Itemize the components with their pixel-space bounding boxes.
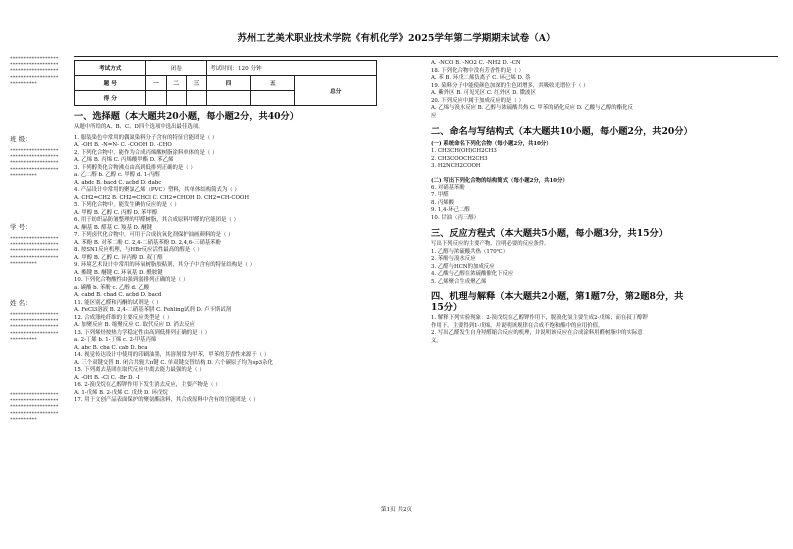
question-line: 7. 下列卤代化合物中，可用于合成抗氧化剂保护油画颜料的是（ ） bbox=[74, 232, 234, 238]
question-line: 9. 环境艺术设计中常用的环氧树脂胶粘剂，其分子中含有的特征结构是（ ） bbox=[74, 262, 256, 268]
question-line: 2. 苯酚与溴水反应 bbox=[431, 256, 476, 262]
question-line: A. abc B. cba C. cab D. bca bbox=[74, 344, 148, 351]
score-cell-1[interactable] bbox=[146, 91, 166, 106]
q2-header: 二 bbox=[166, 76, 186, 91]
section2-sub1: (一) 系统命名下列化合物（每小题2分，共10分） bbox=[431, 141, 552, 147]
question-line: A. cabd B. cbad C. acbd D. bacd bbox=[74, 292, 162, 298]
question-line: 14. 视觉传达设计中使用的印刷油墨，其溶剂常为甲苯，甲苯的芳香性来源于（ ） bbox=[74, 352, 270, 358]
section1-intro: 从题中所给的A、B、C、D四个选项中选出最佳选项。 bbox=[74, 124, 204, 130]
binding-dots-5: ********************************************************************************** bbox=[10, 392, 59, 423]
question-line: A. 加聚反应 B. 缩聚反应 C. 取代反应 D. 消去反应 bbox=[74, 322, 196, 328]
question-line: A. 乙烯 B. 丙烯 C. 丙烯酸甲酯 D. 苯乙烯 bbox=[74, 157, 174, 163]
equation-questions bbox=[431, 249, 776, 287]
exam-mode-label: 考试方式 bbox=[75, 61, 146, 76]
question-line: a. 乙二醇 b. 乙醇 c. 甲醇 d. 1-丙醇 bbox=[74, 172, 160, 178]
binding-dots-2: ********************************************************************************** bbox=[10, 148, 59, 179]
header-rule bbox=[74, 56, 778, 57]
question-line: 6. 对硝基苯酚 bbox=[431, 184, 465, 191]
name-label: 姓 名： bbox=[10, 299, 32, 307]
question-line: 4. 产品设计中常用的聚氯乙烯（PVC）塑料，其单体结构简式为（ ） bbox=[74, 187, 240, 193]
question-line: A. abdc B. bacd C. acbd D. dabc bbox=[74, 179, 162, 186]
question-line: 5. 下列化合物中，能发生碘仿反应的是（ ） bbox=[74, 202, 180, 208]
question-line: 8. 按SN1反应机理，与HBr反应活性最高的醇是（ ） bbox=[74, 247, 203, 253]
question-line: 2. 写出乙醛发生自身羟醛缩合反应的机理，并说明该反应在合成涂料用醛树脂中的实际意 bbox=[431, 330, 643, 336]
question-line: 应 bbox=[431, 112, 437, 119]
question-line: 1. CH3CH(OH)CH2CH3 bbox=[431, 148, 497, 154]
question-line: 3. 乙醛与HCN的加成反应 bbox=[431, 263, 495, 270]
question-line: 5. 乙烯聚合生成聚乙烯 bbox=[431, 278, 487, 285]
q1-header: 一 bbox=[146, 76, 166, 91]
question-line: 3. H2NCH2COOH bbox=[431, 163, 481, 169]
question-line: A. 酯键 B. 醚键 C. 环氧基 D. 酰胺键 bbox=[74, 269, 163, 276]
score-cell-4[interactable] bbox=[207, 91, 251, 106]
question-line: 4. 乙酸与乙醇在浓硫酸催化下反应 bbox=[431, 271, 514, 277]
page-number: 第1页 共2页 bbox=[380, 507, 413, 513]
question-line: 20. 下列反应中属于加成反应的是（ ） bbox=[431, 97, 524, 104]
naming-questions bbox=[431, 148, 776, 171]
question-line: 10. 甘油（丙三醇） bbox=[431, 214, 480, 221]
q3-header: 三 bbox=[186, 76, 206, 91]
binding-dots-1: ********************************************************************************** bbox=[10, 56, 59, 87]
question-line: A. -NCO B. -NO2 C. -NH2 D. -CN bbox=[431, 60, 521, 66]
left-column bbox=[74, 60, 408, 500]
question-line: 1. 服装染色中常用的偶氮染料分子含有的特征官能团是（ ） bbox=[74, 134, 218, 141]
section4-heading-a: 四、机理与解释（本大题共2小题，第1题7分，第2题8分，共 bbox=[431, 291, 684, 302]
score-cell-2[interactable] bbox=[166, 91, 186, 106]
score-table bbox=[74, 60, 377, 106]
question-line: 18. 下列化合物中没有芳香性的是（ ） bbox=[431, 67, 524, 74]
binding-margin bbox=[10, 56, 60, 496]
binding-dots-3: ********************************************************************************** bbox=[10, 236, 59, 267]
question-line: 7. 甲醛 bbox=[431, 192, 449, 198]
question-line: a. 2-丁烯 b. 1-丁烯 c. 2-甲基丙烯 bbox=[74, 337, 157, 343]
question-line: A. -OH B. -N=N- C. -COOH D. -CHO bbox=[74, 142, 172, 148]
question-line: 作用下，主要得到1-戊烯。并说明该规律在合成不饱和酯中的应用价值。 bbox=[431, 322, 604, 329]
question-line: A. 紫外区 B. 可见光区 C. 红外区 D. 微波区 bbox=[431, 90, 536, 96]
question-line: 1. 乙醇与浓硫酸共热（170℃） bbox=[431, 248, 509, 255]
exam-time: 考试时间：120 分钟 bbox=[207, 61, 377, 76]
question-line: A. 甲醇 B. 乙醇 C. 丙醇 D. 苯甲醇 bbox=[74, 209, 158, 216]
student-id-label: 学 号： bbox=[10, 223, 32, 231]
question-line: 2. CH3COOCH2CH3 bbox=[431, 155, 488, 162]
question-line: A. FeCl3溶液 B. 2,4-二硝基苯肼 C. Fehling试剂 D. 卢卡斯试剂 bbox=[74, 307, 232, 313]
structure-questions bbox=[431, 185, 776, 223]
question-line: 16. 2-溴戊烷在乙醇钾作用下发生消去反应，主要产物是（ ） bbox=[74, 382, 221, 388]
question-line: 6. 用于纺织品防皱整理的甲醛树脂，其合成原料甲醛的官能团是（ ） bbox=[74, 217, 239, 223]
question-line: A. CH2=CH2 B. CH2=CHCl C. CH2=CHOH D. CH2=CH-COOH bbox=[74, 194, 250, 201]
question-line: 3. 下列醇类化合物沸点由高到低排列正确的是（ ） bbox=[74, 164, 196, 171]
question-line: 11. 能区别乙醛和丙酮的试剂是（ ） bbox=[74, 299, 162, 306]
question-line: A. 甲醇 B. 乙醇 C. 异丙醇 D. 叔丁醇 bbox=[74, 254, 163, 261]
binding-dots-4: ********************************************************************************** bbox=[10, 312, 59, 343]
section2-heading: 二、命名与写结构式（本大题共10小题，每小题2分，共20分） bbox=[431, 126, 693, 137]
question-line: 13. 下列烯烃按热力学稳定性由高到低排列正确的是（ ） bbox=[74, 329, 210, 336]
question-line: A. 苯酚 B. 对苯二酚 C. 2,4-二硝基苯酚 D. 2,4,6-三硝基苯酚 bbox=[74, 239, 221, 246]
exam-mode-value: 闭卷 bbox=[146, 61, 207, 76]
question-line: A. 苯 B. 环戊二烯负离子 C. 环己烯 D. 萘 bbox=[431, 75, 531, 81]
question-line: 17. 用于文创产品表面保护的聚氨酯涂料，其合成原料中含有的官能团是（ ） bbox=[74, 397, 259, 403]
question-line: A. 乙烯与溴水反应 B. 乙醇与浓硫酸共热 C. 甲苯的硝化反应 D. 乙酸与乙醇的酯化反 bbox=[431, 105, 633, 111]
question-line: A. 三个双键交替 B. 闭合共轭大π键 C. 单双键交替结构 D. 六个碳原子均为sp3杂化 bbox=[74, 359, 273, 366]
score-cell-3[interactable] bbox=[186, 91, 206, 106]
question-line: A. 酮基 B. 醛基 C. 羧基 D. 醚键 bbox=[74, 224, 152, 231]
section4-heading-b: 15分） bbox=[431, 302, 463, 313]
q5-header: 五 bbox=[251, 76, 295, 91]
question-line: 8. 丙烯酸 bbox=[431, 199, 455, 206]
section1-questions bbox=[74, 135, 408, 405]
section2-sub2: (二) 写出下列化合物的结构简式（每小题2分，共10分） bbox=[431, 177, 568, 184]
exam-title: 苏州工艺美术职业技术学院《有机化学》2025学年第二学期期末试卷（A） bbox=[237, 33, 556, 44]
choice-continuation bbox=[431, 60, 776, 120]
question-line: 2. 下列化合物中，能作为合成丙烯酸树脂涂料单体的是（ ） bbox=[74, 149, 218, 156]
question-line: A. -OH B. -Cl C. -Br D. -I bbox=[74, 374, 140, 381]
section1-heading: 一、选择题（本大题共20小题，每小题2分，共40分） bbox=[74, 111, 299, 122]
question-line: 9. 1,4-环己二醇 bbox=[431, 207, 470, 213]
score-label: 得 分 bbox=[75, 91, 146, 106]
question-line: 15. 下列离去基团在取代反应中离去能力最强的是（ ） bbox=[74, 367, 205, 373]
class-label: 班 级： bbox=[10, 135, 32, 143]
mechanism-questions bbox=[431, 315, 776, 345]
score-cell-5[interactable] bbox=[251, 91, 295, 106]
question-line: 12. 合成涤纶纤维的主要反应类型是（ ） bbox=[74, 314, 173, 321]
question-line: a. 碳酸 b. 苯酚 c. 乙醇 d. 乙酸 bbox=[74, 284, 150, 291]
section3-intro: 写出下列反应的主要产物，注明必要的反应条件。 bbox=[431, 241, 550, 247]
q4-header: 四 bbox=[207, 76, 251, 91]
question-line: 义。 bbox=[431, 337, 442, 344]
total-label: 总分 bbox=[295, 76, 377, 106]
section3-heading: 三、反应方程式（本大题共5小题，每小题3分，共15分） bbox=[431, 228, 668, 239]
question-no-label: 题 号 bbox=[75, 76, 146, 91]
question-line: A. 1-戊烯 B. 2-戊烯 C. 戊炔 D. 环戊烷 bbox=[74, 389, 168, 396]
right-column bbox=[431, 60, 776, 500]
question-line: 19. 染料分子中能使颜色加深的生色团增多，其吸收光谱位于（ ） bbox=[431, 82, 589, 89]
question-line: 1. 解释下列实验现象：2-溴戊烷在乙醇钾作用下，脱溴化氢主要生成2-戊烯；而在叔丁醇钾 bbox=[431, 315, 648, 321]
question-line: 10. 下列化合物酸性由强到弱排列正确的是（ ） bbox=[74, 277, 189, 283]
